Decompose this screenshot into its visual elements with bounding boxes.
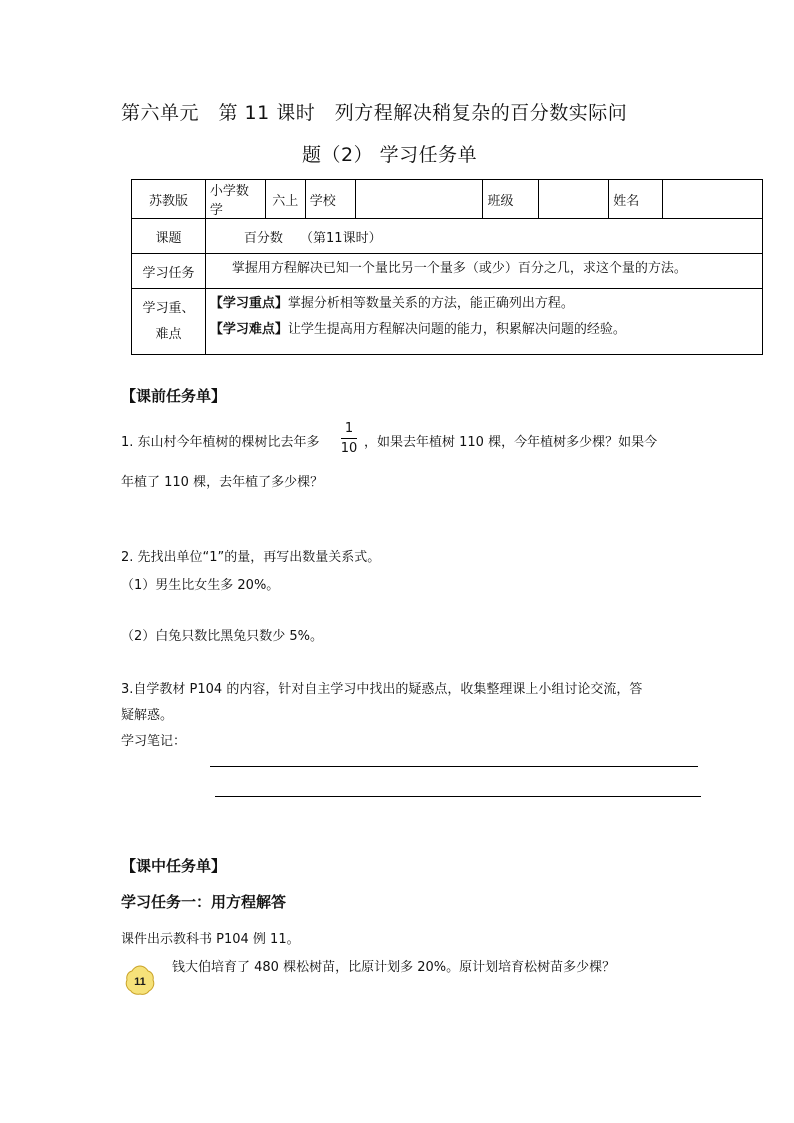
example-badge-number: 11 [134,976,146,988]
in-class-heading: 【课中任务单】 [121,857,227,875]
difficult-point [210,317,758,343]
topic-value: 百分数 （第11课时） [205,219,762,254]
fraction-bar [341,438,357,439]
table-row [132,254,763,289]
class-field[interactable] [539,180,609,219]
question-2b: （2）白兔只数比黑兔只数少 5%。 [121,629,324,644]
courseware-intro: 课件出示教科书 P104 例 11。 [121,932,300,947]
question-1-suffix: ，如果去年植树 110 棵，今年植树多少棵？如果今 [364,435,658,450]
difficult-point-tag: 【学习难点】 [209,322,288,337]
task-label: 学习任务 [132,254,206,289]
focus-label [132,289,206,355]
notes-line-1[interactable] [210,766,698,767]
question-1-line2: 年植了 110 棵，去年植了多少棵？ [121,475,324,490]
school-label: 学校 [305,180,355,219]
key-point-tag: 【学习重点】 [209,296,288,311]
school-field[interactable] [355,180,483,219]
task-value: 掌握用方程解决已知一个量比另一个量多（或少）百分之几，求这个量的方法。 [205,254,762,289]
focus-value [205,289,762,355]
name-field[interactable] [663,180,763,219]
pre-class-heading: 【课前任务单】 [121,387,227,405]
focus-label-line1: 学习重、 [142,300,195,316]
notes-line-2[interactable] [215,796,701,797]
difficult-point-text: 让学生提高用方程解决问题的能力，积累解决问题的经验。 [287,322,626,337]
question-3-line2: 疑解惑。 [121,708,174,723]
doc-title-line2: 题（2） 学习任务单 [302,144,478,166]
question-2: 2. 先找出单位“1”的量，再写出数量关系式。 [121,550,381,565]
task-1-heading: 学习任务一：用方程解答 [121,893,287,911]
table-row [132,219,763,254]
question-3-line1: 3.自学教材 P104 的内容，针对自主学习中找出的疑惑点，收集整理课上小组讨论交流，答 [121,682,643,697]
subject-cell: 小学数学 [205,180,265,219]
publisher-cell: 苏教版 [132,180,206,219]
example-number-badge-icon [125,964,155,996]
class-label: 班级 [483,180,539,219]
name-label: 姓名 [609,180,663,219]
fraction-one-tenth [339,421,359,456]
question-2a: （1）男生比女生多 20%。 [121,578,280,593]
question-1-prefix: 1. 东山村今年植树的棵树比去年多 [121,435,320,450]
lesson-info-table [131,179,763,355]
table-row [132,180,763,219]
focus-label-line2: 难点 [155,326,182,342]
doc-title-line1: 第六单元 第 11 课时 列方程解决稍复杂的百分数实际问 [121,102,628,124]
fraction-denominator: 10 [340,441,358,456]
topic-label: 课题 [132,219,206,254]
fraction-numerator: 1 [344,421,354,436]
example-11-text: 钱大伯培育了 480 棵松树苗，比原计划多 20%。原计划培育松树苗多少棵？ [172,960,616,975]
grade-cell: 六上 [265,180,305,219]
key-point [210,291,758,317]
table-row [132,289,763,355]
notes-label: 学习笔记： [121,734,187,749]
key-point-text: 掌握分析相等数量关系的方法，能正确列出方程。 [287,296,574,311]
